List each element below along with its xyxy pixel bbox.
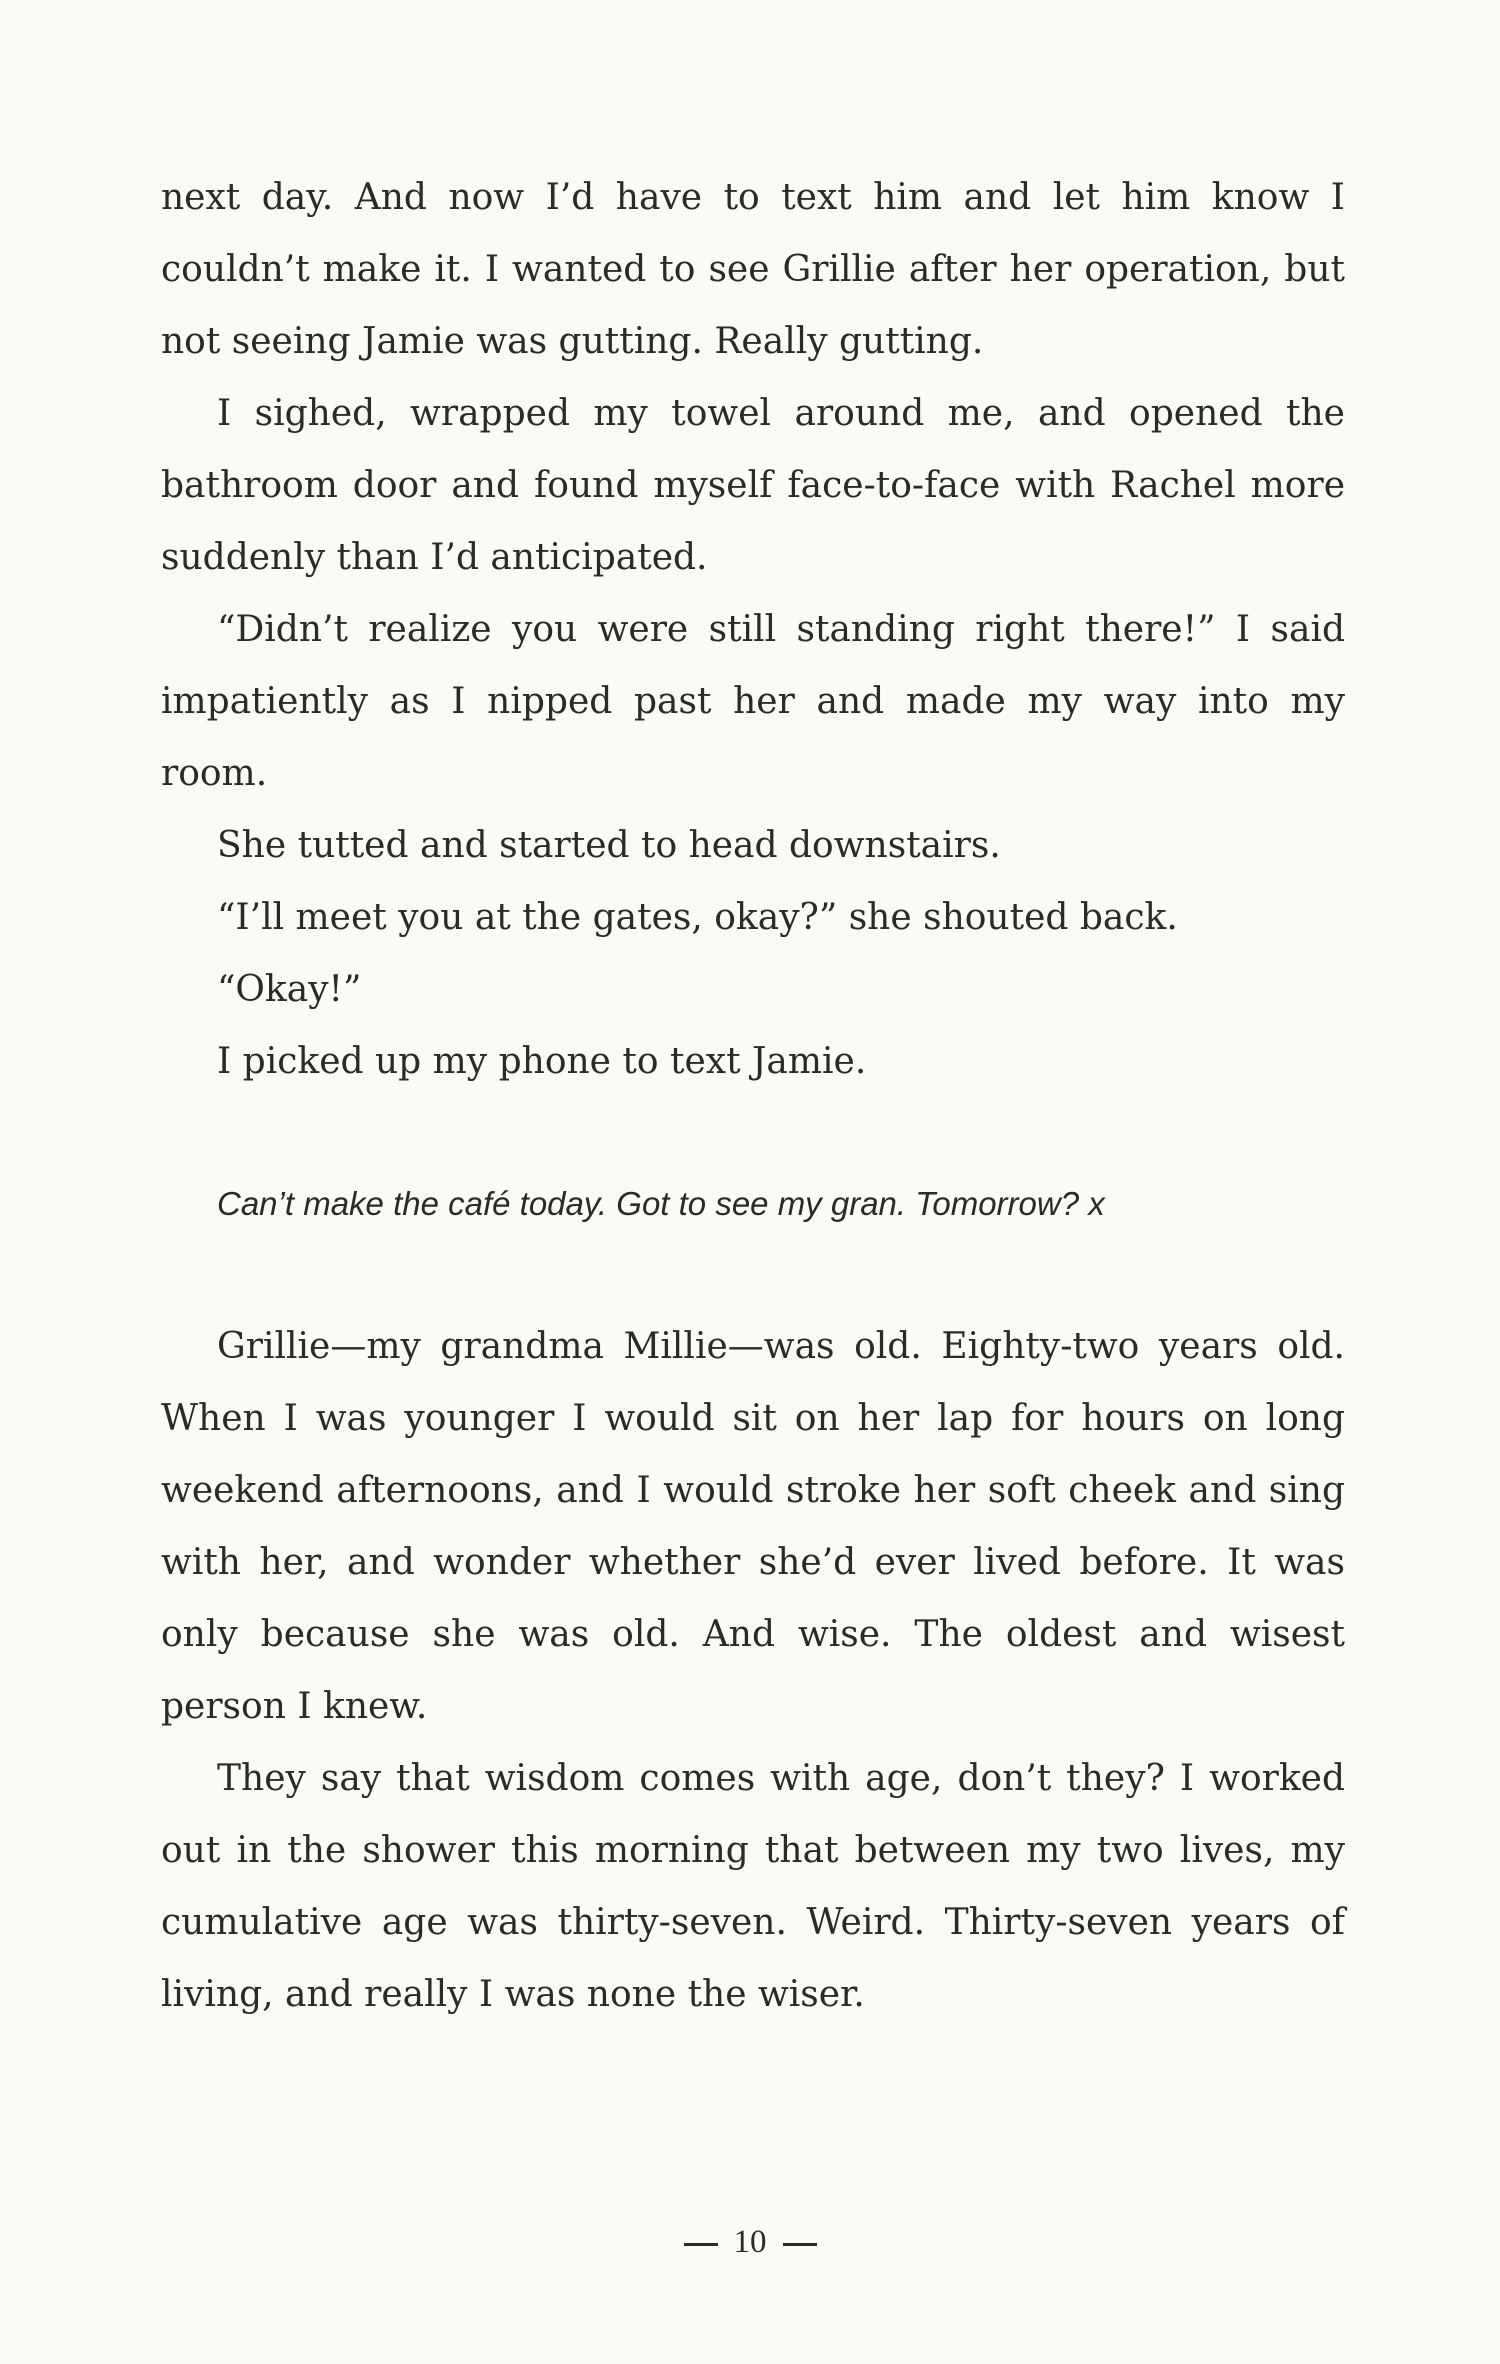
paragraph: “Didn’t realize you were still standing right there!” I said impatiently as I nipped past her and made my way into my room. bbox=[161, 609, 1345, 794]
body-text-section-2 bbox=[161, 1311, 1345, 2031]
paragraph: I sighed, wrapped my towel around me, and opened the bathroom door and found myself face-to-face with Rachel more suddenly than I’d anticipated. bbox=[161, 393, 1345, 578]
paragraph: I picked up my phone to text Jamie. bbox=[217, 1041, 867, 1082]
paragraph: Grillie—my grandma Millie—was old. Eighty-two years old. When I was younger I would sit on her lap for hours on long weekend afternoons, and I would stroke her soft cheek and sing with her, and wonder whether she’d ever lived before. It was only because she was old. And wise. The oldest and wisest person I knew. bbox=[161, 1326, 1345, 1727]
paragraph: “I’ll meet you at the gates, okay?” she shouted back. bbox=[217, 897, 1178, 938]
paragraph: They say that wisdom comes with age, don’t they? I worked out in the shower this morning that between my two lives, my cumulative age was thirty-seven. Weird. Thirty-seven years of living, and really I was none the wiser. bbox=[161, 1758, 1345, 2015]
dash-left bbox=[684, 2243, 718, 2246]
page-number-value: 10 bbox=[733, 2224, 767, 2260]
paragraph: “Okay!” bbox=[217, 969, 362, 1010]
paragraph: next day. And now I’d have to text him and let him know I couldn’t make it. I wanted to see Grillie after her operation, but not seeing Jamie was gutting. Really gutting. bbox=[161, 177, 1345, 362]
text-message: Can’t make the café today. Got to see my gran. Tomorrow? x bbox=[217, 1185, 1105, 1222]
page-number bbox=[0, 2218, 1500, 2266]
body-text-section-1 bbox=[161, 162, 1345, 1098]
paragraph: She tutted and started to head downstairs. bbox=[217, 825, 1001, 866]
dash-right bbox=[783, 2243, 817, 2246]
